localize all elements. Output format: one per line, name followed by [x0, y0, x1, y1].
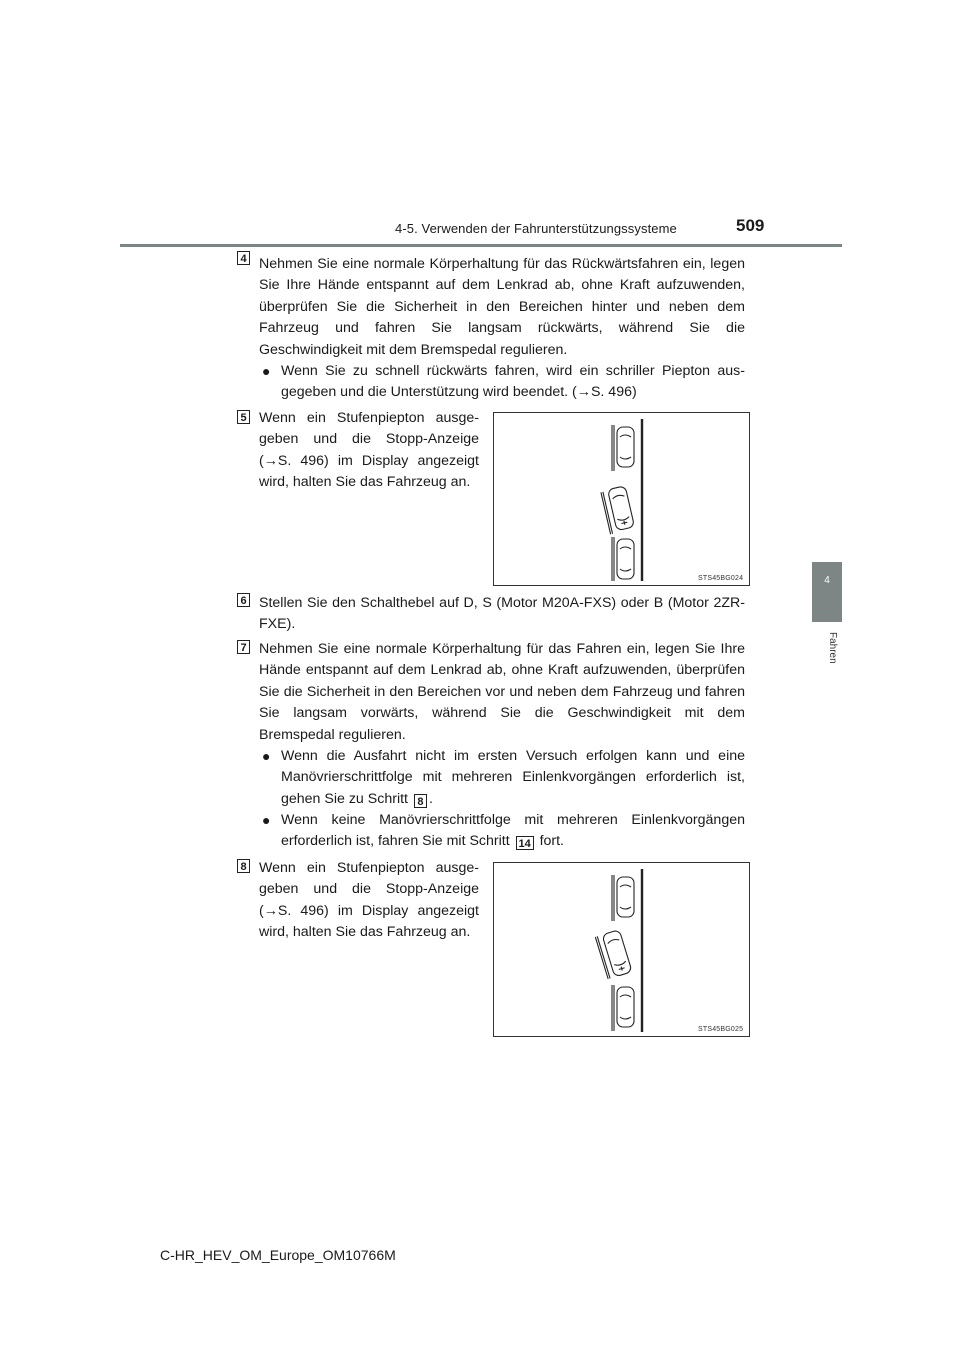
step-badge-6: 6 [237, 593, 250, 607]
bullet-1-end: . [428, 790, 433, 807]
step-ref-14[interactable]: 14 [516, 836, 534, 850]
parking-figure-1 [493, 412, 750, 586]
step-7-bullet-1 [281, 746, 745, 810]
bullet-2-end: fort. [539, 833, 565, 850]
figure-code-2: STS45BG025 [698, 1026, 744, 1033]
parking-diagram-2 [494, 863, 749, 1036]
step-4-text: Nehmen Sie eine normale Körperhaltung für das Rückwärtsfahren ein, legen Sie Ihre Hände entspannt auf dem Lenkrad ab, ohne Kraft aufzuwenden, überprüfen Sie die Sicherheit in den Bereichen hinter und neben dem Fahrzeug und fahren Sie langsam rückwärts, während Sie die Geschwindigkeit mit dem Bremspedal regulieren. [259, 256, 745, 358]
parking-diagram-1 [494, 413, 749, 585]
step-6-text: Stellen Sie den Schalthebel auf D, S (Motor M20A-FXS) oder B (Motor 2ZR-FXE). [259, 595, 745, 633]
chapter-tab [812, 562, 842, 622]
parking-figure-2 [493, 862, 750, 1037]
bullet-icon: ● [262, 363, 271, 379]
bullet-icon: ● [262, 812, 271, 828]
step-7-text: Nehmen Sie eine normale Körperhaltung für das Fahren ein, legen Sie Ihre Hände entspannt auf dem Lenkrad ab, ohne Kraft aufzuwenden, überprüfen Sie die Sicherheit in den Bereichen vor und neben dem Fahrzeug und fahren Sie langsam vorwärts, während Sie die Geschwindigkeit mit dem Bremspedal regulieren. [259, 641, 745, 743]
figure-code-1: STS45BG024 [698, 575, 744, 582]
step-badge-7: 7 [237, 640, 250, 654]
bullet-1-text: Wenn die Ausfahrt nicht im ersten Versuch erfolgen kann und eine Manövrierschrittfolge mit mehreren Einlenkvorgängen erforderlich ist, gehen Sie zu Schritt [281, 748, 745, 807]
step-5-text: Wenn ein Stufenpiepton ausgegeben und die Stopp-Anzeige (→S. 496) im Display angezeigt wird, halten Sie das Fahrzeug an. [259, 410, 479, 491]
document-id: C-HR_HEV_OM_Europe_OM10766M [160, 1247, 396, 1263]
page-number: 509 [736, 216, 765, 235]
step-badge-5: 5 [237, 410, 250, 424]
bullet-icon: ● [262, 748, 271, 764]
step-badge-4: 4 [237, 251, 250, 265]
chapter-label: Fahren [827, 632, 838, 664]
bullet-2-text: Wenn keine Manövrierschrittfolge mit mehreren Einlenkvorgängen erforderlich ist, fahren Sie mit Schritt [281, 812, 745, 850]
section-title: 4-5. Verwenden der Fahrunterstützungssysteme [395, 221, 677, 236]
step-7-bullet-2 [281, 810, 745, 853]
chapter-number: 4 [824, 575, 830, 586]
header-rule [120, 244, 842, 247]
step-ref-8[interactable]: 8 [414, 794, 427, 808]
step-4-bullet: Wenn Sie zu schnell rückwärts fahren, wird ein schriller Piepton ausgegeben und die Unterstützung wird beendet. (→S. 496) [281, 363, 745, 401]
step-badge-8: 8 [237, 859, 250, 873]
step-8-text: Wenn ein Stufenpiepton ausgegeben und die Stopp-Anzeige (→S. 496) im Display angezeigt wird, halten Sie das Fahrzeug an. [259, 860, 479, 941]
